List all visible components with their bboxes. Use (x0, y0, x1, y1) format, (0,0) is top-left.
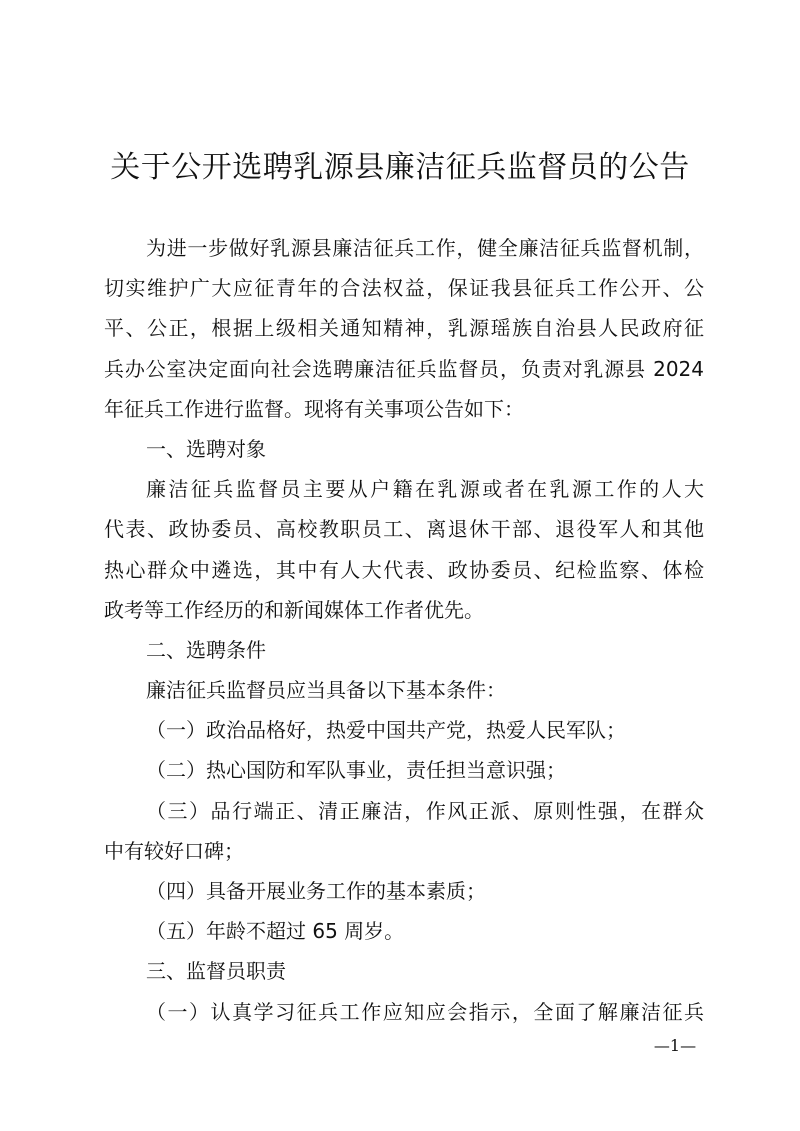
body-line: 政考等工作经历的和新闻媒体工作者优先。 (104, 597, 484, 622)
body-line: 廉洁征兵监督员应当具备以下基本条件： (146, 678, 506, 703)
body-line: 代表、政协委员、高校教职员工、离退休干部、退役军人和其他 (104, 517, 704, 542)
page-title: 关于公开选聘乳源县廉洁征兵监督员的公告 (110, 150, 690, 185)
list-item: （一）政治品格好，热爱中国共产党，热爱人民军队； (146, 718, 626, 743)
section-heading: 三、监督员职责 (146, 959, 286, 984)
body-line: 兵办公室决定面向社会选聘廉洁征兵监督员，负责对乳源县 2024 (104, 356, 704, 381)
list-item: （二）热心国防和军队事业，责任担当意识强； (146, 758, 566, 783)
body-line: 廉洁征兵监督员主要从户籍在乳源或者在乳源工作的人大 (146, 477, 704, 502)
list-item: （四）具备开展业务工作的基本素质； (146, 879, 486, 903)
body-line: 平、公正，根据上级相关通知精神，乳源瑶族自治县人民政府征 (104, 316, 704, 341)
body-line: 热心群众中遴选，其中有人大代表、政协委员、纪检监察、体检 (104, 557, 704, 582)
document-body (104, 228, 704, 1032)
section-heading: 一、选聘对象 (146, 436, 266, 461)
list-item: （三）品行端正、清正廉洁，作风正派、原则性强，在群众 (146, 798, 704, 823)
list-item-continuation: 中有较好口碑； (104, 838, 244, 863)
body-line: 年征兵工作进行监督。现将有关事项公告如下： (104, 396, 524, 421)
body-line: 切实维护广大应征青年的合法权益，保证我县征兵工作公开、公 (104, 276, 704, 301)
body-line: 为进一步做好乳源县廉洁征兵工作，健全廉洁征兵监督机制， (146, 236, 704, 260)
page-number: —1— (653, 1036, 697, 1055)
list-item: （一）认真学习征兵工作应知应会指示，全面了解廉洁征兵 (146, 999, 704, 1024)
list-item: （五）年龄不超过 65 周岁。 (146, 919, 405, 944)
section-heading: 二、选聘条件 (146, 637, 266, 662)
